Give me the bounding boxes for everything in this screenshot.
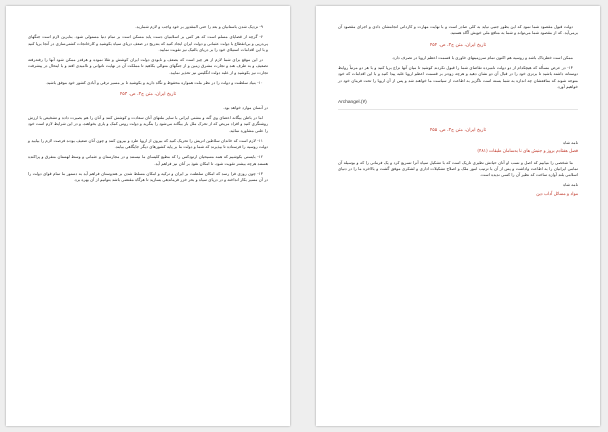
left-page-column — [28, 24, 268, 418]
left-bottom-paragraph-4: ۱۳- چون روزی فرا رسد که امکان سلطنت بر ایران و ترکیه و امکان مسلط شدن بر هندوستان فراهم آید به دستور ما تمام قوای دولت را در آن مسیر بکار انداخته و در دریای سیاه و بحر خزر فرماندهی بسازید تا هرگاه مقتضی باشد بتوانیم از آن بهره برد. — [28, 171, 268, 183]
left-top-paragraph-4: ۱۰- بنیاد سلطنت و دولت را در نظر ملت همواره محفوظ و نگاه دارید و بکوشید تا بر مسیر ترقی و آبادی کشور خود موفق باشید. — [45, 80, 263, 86]
right-section-heading-2: تاریخ ایران، متن ج۳، ص. ۴۵۵ — [429, 127, 487, 133]
right-section-heading-1: تاریخ ایران، متن ج۳، ص. ۴۵۴ — [429, 42, 487, 48]
letter-subtitle-1: فصل هفتادم بروز و جنبش های نا به‌سامان طبقات (۴۸۱) — [477, 149, 578, 155]
left-bottom-paragraph-1: اما در باطن بیگانه اعضای وی گنه و مشتی ایرانی با سایر ملتهای آنان سعادت و کوشش کنند و آنان را هم بصیرت داده و تشخیص با ارزش روشنگری کنید و افراد مریض که از تحرک ملل بار بیگانه می‌شود را بنگرید و دولت روس کمک و یاری بخواهند، و در این شرایط لازم است خود را علنی مشاوره نمائید. — [28, 114, 268, 133]
right-bottom-paragraph-1: ما شخصی را میابیم که اصل و نسب او آنان حیاتش نظیری تاریک است که با تشکیل سپاه آنرا تسریع کرد و یک فرمانی را که و بوسیله آن تمامی ایرانیان را به اطاعت واداشت و پس از آن با ترتیب امور ملک و اصلاح تشکیلات اداری و لشکری موفق گشت و بالاخره ما را در دنیای اسلامی بلند آوازه ساخت که نظیر آن را کسی ندیده است. — [338, 159, 578, 178]
left-section-heading: تاریخ ایران، متن ج۳، ص. ۴۵۳ — [119, 92, 177, 98]
left-intro-line: در آنسان موارد خواهد بود. — [223, 104, 268, 110]
letter-label-2: نامه شاه — [563, 182, 578, 188]
left-bottom-paragraph-2: ۱۱- لازم است که خاندان سلاطین اتریش را تحریک کنید که بیرون از اروپا طرد و بیرون کنند و چون آنان ضعیف بودند فرصت لازم را بیابید و دولت روسیه را فرستاده تا بپذیرند که شما و دولت ما بر پایه کشورهای دیگر جایگاهی بیابند. — [28, 137, 268, 150]
left-top-paragraph-2: ۶- گرچه از قضایای مسلم است که هر کس بر اسلامیان دست یابد مسکن است بر تمام دنیا مستولی شود. بنابرین لازم است جنگهای پی‌درپی و بی‌انقطاع با دولت عثمانی و دولت ایران ایجاد کنید که بتدریج در ضعف دریای سیاه بکوشید و کارخانجات کشتی‌سازی در آنجا برپا کنید و با این اقدامات استیلای خود را بر دریای بالتیک نیز تقویت نمایید. — [28, 34, 268, 52]
left-bottom-paragraph-3: ۱۲- بایستی بکوشیم که همه مسیحیان ارتودکس را که مطیع کلیسای ما نیستند و در مجارستان و عثمانی و وسط لهستان متفرق و پراکنده هستند هرچه بیشتر تقویت شود، تا امکان نفوذ بر آنان نیز فراهم آید. — [28, 154, 268, 166]
left-top-paragraph-1: ۹- نزدیک شدن باستانیان و بعد را حتی المقدور بر خود واجب و لازم شمارید. — [135, 24, 263, 29]
left-page — [6, 6, 290, 426]
right-page — [316, 6, 600, 426]
right-mid-paragraph-1: ممکن است خطرناک باشد و روسیه هم اکنون تمام سرزمینهای خاوری با قسمت اعظم اروپا در تصرف دارد. — [391, 54, 573, 60]
letter-subtitle-2: مواد و مسائل آداب دین — [536, 191, 578, 197]
right-page-column — [338, 24, 578, 418]
left-top-paragraph-3: در این موقع برای شما لازم از هر چیز است که بضعف و نابودی دولت ایران کوشش و تقلا نموده و هرقدر ممکن شود آنها را رفته‌رفته تضعیف و به طرف هند و تجارت مشرق زمین و از جنگهای متوالی بکاهید تا مملکت آن در نهایت ناتوانی و ناامیدی افتد و با اینحال در پیشرفت تجارت نیز بکوشید و از غلبه دولت انگلیس نیز تحذیر نمایید. — [28, 57, 268, 75]
right-top-paragraph-1: دولت قبول مقصود شما نمود که این بطور جنبی نیاید به کلی صادر است و با نهایت مهارت و کاردانی انجامشان دادی و اجرای مقصود آن برمی‌آید. که از مقصود شما می‌تواند و شما به منافع ملی خویش آگاه هستید. — [338, 24, 578, 36]
signature-line: Archangel.(۷) — [338, 100, 578, 109]
letter-label-1: نامه شاه — [563, 139, 578, 145]
right-mid-paragraph-2: ۱۴- در عرض مسأله که هیچکدام از دو دولت نامبرده تقاضای شما را قبول نکردند کوشید تا میان آنها نزاع برپا کنید و با هر دو مرتباً روابط دوستانه داشته باشید تا برتری خود را در قبال آن دو نشان دهید و هرچه زودتر بر قسمت اعظم اروپا غلبه پیدا کنید و با این اقدامات که خود متوجه شوند که منافعشان چه اندازه به شما بسته است ناگزیر به اطاعت از سیاست ما خواهند شد و پس از آن اروپا را تحت فرمان خود در خواهیم آورد. — [338, 65, 578, 90]
